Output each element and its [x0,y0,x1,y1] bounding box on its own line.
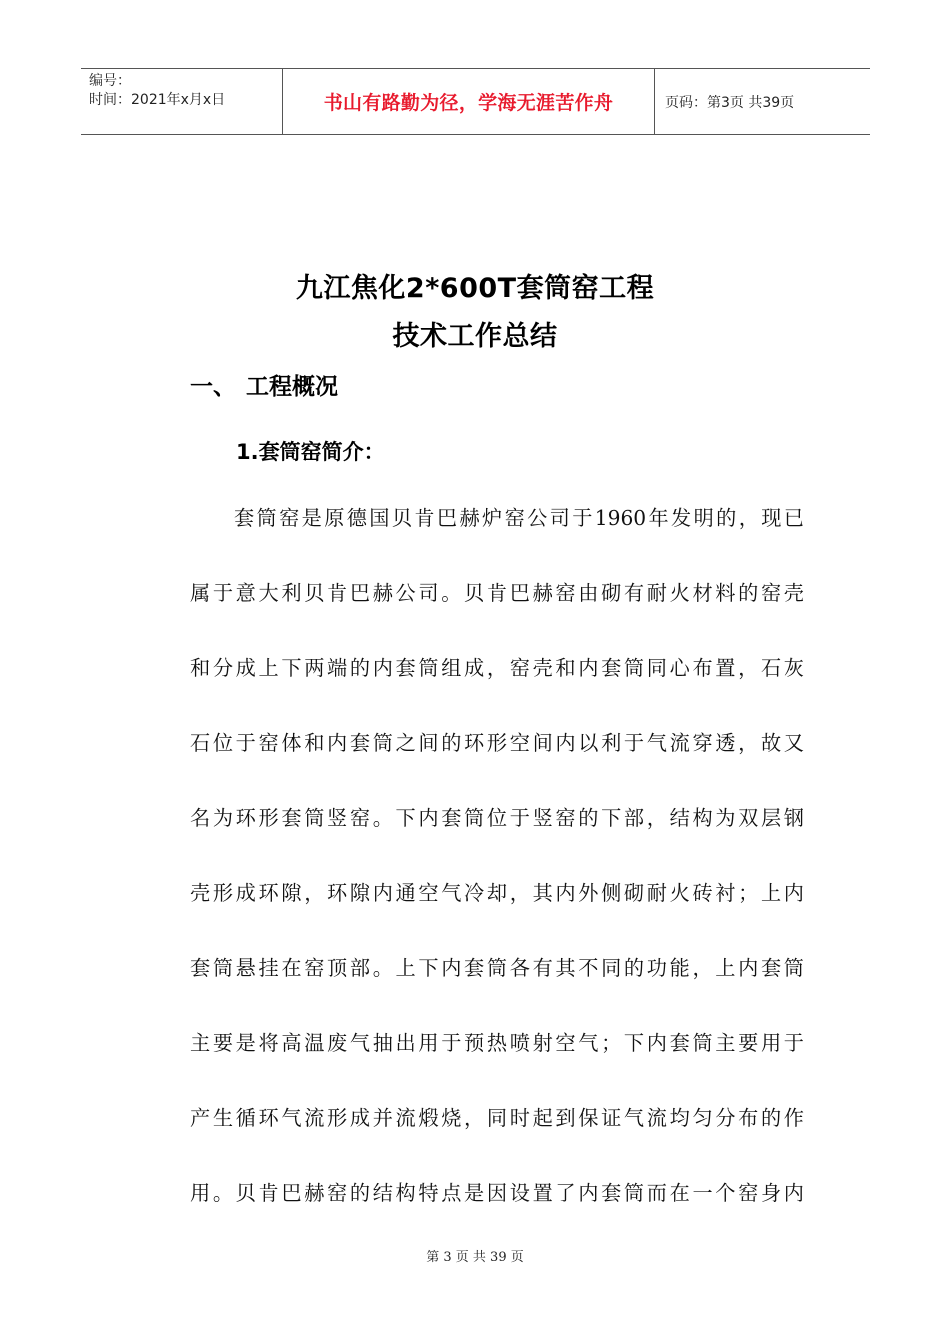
header-time-label: 时间：2021年x月x日 [89,92,226,108]
body-paragraph [190,500,804,1250]
subsection-heading: 1.套筒窑简介： [236,440,385,464]
paragraph-line: 用。贝肯巴赫窑的结构特点是因设置了内套筒而在一个窑身内 [190,1181,804,1205]
paragraph-line: 产生循环气流形成并流煅烧，同时起到保证气流均匀分布的作 [190,1106,804,1130]
document-subtitle: 技术工作总结 [392,321,558,352]
paragraph-line: 名为环形套筒竖窑。下内套筒位于竖窑的下部，结构为双层钢 [190,806,804,830]
paragraph-line: 主要是将高温废气抽出用于预热喷射空气；下内套筒主要用于 [190,1031,804,1055]
page-header [81,68,870,135]
section-title: 工程概况 [246,374,338,400]
paragraph-line: 套筒窑是原德国贝肯巴赫炉窑公司于1960年发明的，现已 [234,506,804,530]
paragraph-line: 属于意大利贝肯巴赫公司。贝肯巴赫窑由砌有耐火材料的窑壳 [190,581,804,605]
paragraph-line: 和分成上下两端的内套筒组成，窑壳和内套筒同心布置，石灰 [190,656,804,680]
paragraph-line: 壳形成环隙，环隙内通空气冷却，其内外侧砌耐火砖衬；上内 [190,881,804,905]
header-number-label: 编号： [89,73,131,89]
header-divider [654,69,655,134]
paragraph-line: 石位于窑体和内套筒之间的环形空间内以利于气流穿透，故又 [190,731,804,755]
section-heading [190,368,338,401]
header-page-info: 页码：第3页 共39页 [665,94,795,111]
header-meta [89,72,225,110]
header-motto: 书山有路勤为径，学海无涯苦作舟 [323,92,614,114]
section-number: 一、 [190,374,236,400]
paragraph-line: 套筒悬挂在窑顶部。上下内套筒各有其不同的功能，上内套筒 [190,956,804,980]
page-footer: 第 3 页 共 39 页 [426,1250,524,1265]
document-title: 九江焦化2*600T套筒窑工程 [295,273,655,304]
